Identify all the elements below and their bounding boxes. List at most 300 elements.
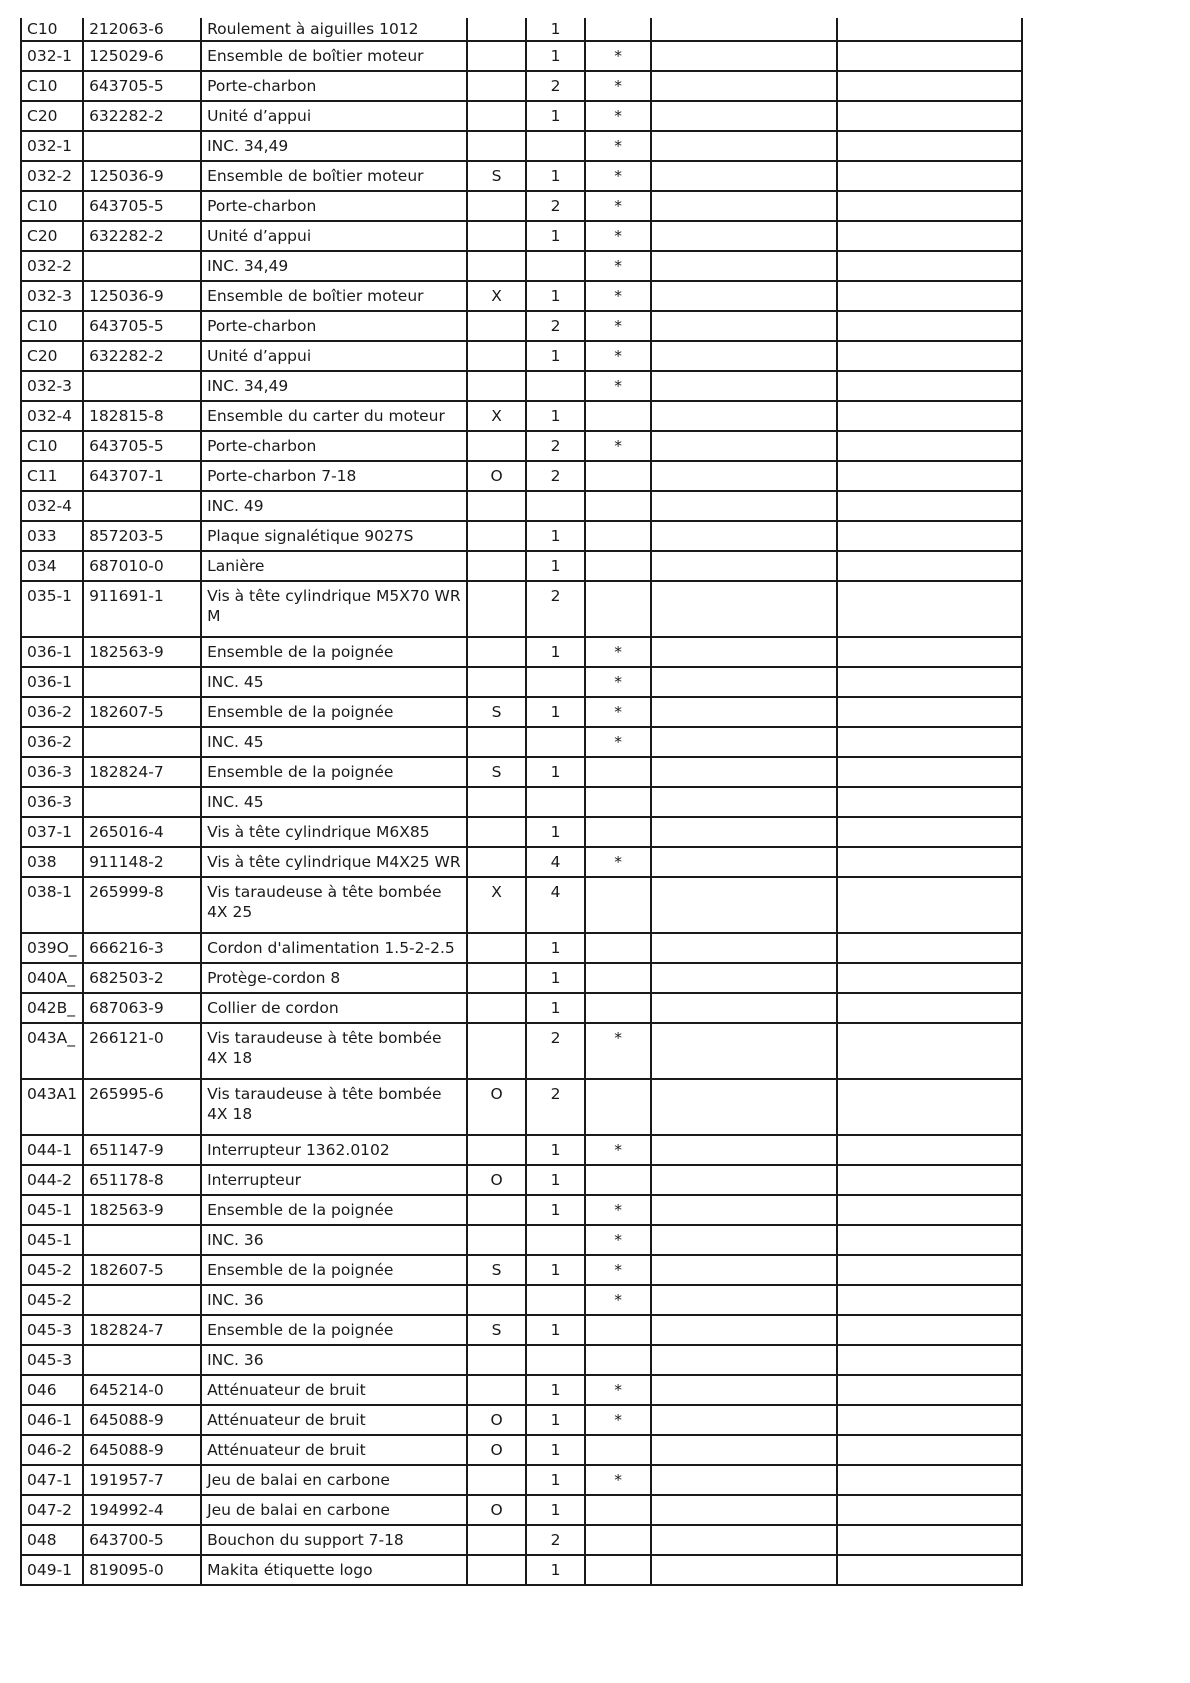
note-cell [467,431,526,461]
empty-cell [651,431,837,461]
ref-number-cell: 046-1 [21,1405,83,1435]
mark-cell: * [585,281,651,311]
part-number-cell: 182815-8 [83,401,201,431]
description-cell: Roulement à aiguilles 1012 [201,18,467,41]
table-row [21,461,1022,491]
empty-cell [837,581,1022,637]
quantity-cell: 1 [526,341,585,371]
empty-cell [837,281,1022,311]
quantity-cell: 1 [526,551,585,581]
ref-number-cell: 032-1 [21,131,83,161]
table-row [21,757,1022,787]
empty-cell [837,1405,1022,1435]
note-cell [467,521,526,551]
description-cell: Ensemble de la poignée [201,1195,467,1225]
ref-number-cell: C20 [21,101,83,131]
note-cell [467,1465,526,1495]
table-row [21,311,1022,341]
empty-cell [651,341,837,371]
empty-cell [837,71,1022,101]
mark-cell [585,1079,651,1135]
mark-cell: * [585,1285,651,1315]
table-row [21,1079,1022,1135]
part-number-cell: 632282-2 [83,221,201,251]
description-cell: Bouchon du support 7-18 [201,1525,467,1555]
ref-number-cell: 046-2 [21,1435,83,1465]
quantity-cell: 2 [526,311,585,341]
empty-cell [651,1135,837,1165]
mark-cell [585,1495,651,1525]
note-cell [467,251,526,281]
table-row [21,101,1022,131]
note-cell: S [467,1255,526,1285]
ref-number-cell: 047-1 [21,1465,83,1495]
part-number-cell [83,787,201,817]
ref-number-cell: 032-2 [21,251,83,281]
empty-cell [837,1135,1022,1165]
ref-number-cell: 048 [21,1525,83,1555]
table-row [21,131,1022,161]
empty-cell [837,1435,1022,1465]
empty-cell [837,1375,1022,1405]
empty-cell [651,1315,837,1345]
mark-cell [585,18,651,41]
ref-number-cell: 047-2 [21,1495,83,1525]
description-cell: Porte-charbon [201,71,467,101]
ref-number-cell: 036-1 [21,667,83,697]
description-cell: Ensemble de boîtier moteur [201,161,467,191]
quantity-cell: 1 [526,401,585,431]
description-cell: Vis à tête cylindrique M4X25 WR [201,847,467,877]
description-cell: Ensemble de la poignée [201,757,467,787]
mark-cell [585,757,651,787]
part-number-cell: 125036-9 [83,161,201,191]
mark-cell [585,933,651,963]
quantity-cell: 2 [526,1023,585,1079]
description-cell: INC. 36 [201,1285,467,1315]
note-cell: O [467,1079,526,1135]
quantity-cell: 1 [526,1135,585,1165]
part-number-cell [83,1225,201,1255]
ref-number-cell: 040A_ [21,963,83,993]
quantity-cell: 1 [526,993,585,1023]
empty-cell [651,757,837,787]
empty-cell [837,877,1022,933]
ref-number-cell: 039O_ [21,933,83,963]
quantity-cell: 1 [526,1165,585,1195]
quantity-cell: 1 [526,101,585,131]
ref-number-cell: 045-1 [21,1225,83,1255]
ref-number-cell: 042B_ [21,993,83,1023]
empty-cell [651,697,837,727]
description-cell: Ensemble de la poignée [201,637,467,667]
ref-number-cell: 045-3 [21,1315,83,1345]
ref-number-cell: C20 [21,221,83,251]
ref-number-cell: 037-1 [21,817,83,847]
description-cell: Interrupteur [201,1165,467,1195]
parts-table [20,18,1023,1586]
part-number-cell: 643707-1 [83,461,201,491]
table-row [21,191,1022,221]
empty-cell [837,1555,1022,1585]
part-number-cell: 265995-6 [83,1079,201,1135]
note-cell: O [467,461,526,491]
table-row [21,341,1022,371]
description-cell: Ensemble de la poignée [201,697,467,727]
quantity-cell: 1 [526,817,585,847]
part-number-cell [83,1285,201,1315]
ref-number-cell: 036-3 [21,757,83,787]
empty-cell [837,1465,1022,1495]
empty-cell [651,281,837,311]
table-row [21,281,1022,311]
description-cell: Unité d’appui [201,341,467,371]
description-cell: Jeu de balai en carbone [201,1495,467,1525]
empty-cell [837,1525,1022,1555]
description-cell: Vis taraudeuse à tête bombée 4X 18 [201,1079,467,1135]
note-cell: O [467,1435,526,1465]
quantity-cell: 2 [526,1525,585,1555]
empty-cell [651,787,837,817]
note-cell [467,341,526,371]
quantity-cell: 1 [526,221,585,251]
table-row [21,41,1022,71]
quantity-cell [526,131,585,161]
note-cell: O [467,1405,526,1435]
quantity-cell [526,251,585,281]
note-cell: X [467,401,526,431]
description-cell: INC. 45 [201,667,467,697]
empty-cell [651,161,837,191]
mark-cell [585,787,651,817]
quantity-cell: 2 [526,461,585,491]
description-cell: Plaque signalétique 9027S [201,521,467,551]
empty-cell [837,993,1022,1023]
quantity-cell: 1 [526,1495,585,1525]
table-row [21,1375,1022,1405]
mark-cell: * [585,161,651,191]
table-row [21,963,1022,993]
table-row [21,993,1022,1023]
description-cell: Unité d’appui [201,101,467,131]
mark-cell: * [585,311,651,341]
mark-cell: * [585,1023,651,1079]
quantity-cell [526,1285,585,1315]
note-cell [467,1345,526,1375]
part-number-cell: 125036-9 [83,281,201,311]
table-row [21,1195,1022,1225]
ref-number-cell: 032-1 [21,41,83,71]
table-row [21,1255,1022,1285]
ref-number-cell: 032-2 [21,161,83,191]
empty-cell [651,1405,837,1435]
empty-cell [651,521,837,551]
empty-cell [651,1225,837,1255]
empty-cell [651,1375,837,1405]
description-cell: Ensemble de boîtier moteur [201,281,467,311]
table-row [21,933,1022,963]
mark-cell [585,1345,651,1375]
quantity-cell: 1 [526,281,585,311]
ref-number-cell: 033 [21,521,83,551]
description-cell: INC. 34,49 [201,371,467,401]
empty-cell [837,637,1022,667]
mark-cell: * [585,1465,651,1495]
part-number-cell: 212063-6 [83,18,201,41]
note-cell [467,1135,526,1165]
description-cell: INC. 34,49 [201,131,467,161]
mark-cell: * [585,221,651,251]
table-row [21,1023,1022,1079]
ref-number-cell: 045-2 [21,1255,83,1285]
table-row [21,371,1022,401]
ref-number-cell: 045-1 [21,1195,83,1225]
table-row [21,221,1022,251]
part-number-cell: 643705-5 [83,431,201,461]
note-cell [467,817,526,847]
mark-cell: * [585,667,651,697]
quantity-cell: 1 [526,18,585,41]
quantity-cell: 2 [526,1079,585,1135]
empty-cell [837,191,1022,221]
empty-cell [651,637,837,667]
part-number-cell: 645088-9 [83,1435,201,1465]
note-cell [467,1225,526,1255]
note-cell: S [467,697,526,727]
part-number-cell: 687063-9 [83,993,201,1023]
note-cell: O [467,1495,526,1525]
mark-cell [585,521,651,551]
note-cell [467,191,526,221]
ref-number-cell: 036-3 [21,787,83,817]
quantity-cell: 1 [526,1375,585,1405]
empty-cell [837,1023,1022,1079]
note-cell [467,311,526,341]
mark-cell: * [585,71,651,101]
note-cell: S [467,757,526,787]
table-row [21,667,1022,697]
mark-cell [585,581,651,637]
empty-cell [837,1195,1022,1225]
empty-cell [837,963,1022,993]
part-number-cell: 666216-3 [83,933,201,963]
mark-cell: * [585,1255,651,1285]
quantity-cell: 2 [526,431,585,461]
ref-number-cell: 035-1 [21,581,83,637]
table-row [21,251,1022,281]
mark-cell [585,491,651,521]
empty-cell [651,963,837,993]
mark-cell [585,461,651,491]
empty-cell [837,727,1022,757]
note-cell: S [467,1315,526,1345]
empty-cell [651,371,837,401]
mark-cell [585,1555,651,1585]
description-cell: INC. 49 [201,491,467,521]
ref-number-cell: 043A1 [21,1079,83,1135]
part-number-cell: 125029-6 [83,41,201,71]
table-row [21,1435,1022,1465]
empty-cell [837,311,1022,341]
empty-cell [651,1345,837,1375]
mark-cell: * [585,341,651,371]
quantity-cell: 2 [526,71,585,101]
table-row [21,431,1022,461]
table-row [21,697,1022,727]
quantity-cell [526,667,585,697]
ref-number-cell: C10 [21,191,83,221]
empty-cell [651,877,837,933]
description-cell: INC. 34,49 [201,251,467,281]
part-number-cell: 194992-4 [83,1495,201,1525]
ref-number-cell: C10 [21,431,83,461]
description-cell: Porte-charbon [201,311,467,341]
note-cell [467,727,526,757]
part-number-cell: 682503-2 [83,963,201,993]
note-cell: X [467,281,526,311]
empty-cell [837,757,1022,787]
empty-cell [837,847,1022,877]
empty-cell [651,71,837,101]
description-cell: Makita étiquette logo [201,1555,467,1585]
table-row [21,71,1022,101]
empty-cell [651,727,837,757]
part-number-cell: 687010-0 [83,551,201,581]
empty-cell [651,311,837,341]
part-number-cell: 643700-5 [83,1525,201,1555]
mark-cell [585,1165,651,1195]
mark-cell: * [585,1405,651,1435]
note-cell [467,1555,526,1585]
empty-cell [837,101,1022,131]
ref-number-cell: C10 [21,311,83,341]
note-cell: S [467,161,526,191]
table-row [21,637,1022,667]
part-number-cell: 182607-5 [83,697,201,727]
ref-number-cell: 046 [21,1375,83,1405]
mark-cell [585,1315,651,1345]
part-number-cell: 645088-9 [83,1405,201,1435]
ref-number-cell: 038-1 [21,877,83,933]
description-cell: Ensemble de la poignée [201,1255,467,1285]
mark-cell: * [585,1135,651,1165]
part-number-cell [83,491,201,521]
empty-cell [651,581,837,637]
quantity-cell: 1 [526,1465,585,1495]
description-cell: Vis à tête cylindrique M6X85 [201,817,467,847]
mark-cell [585,963,651,993]
mark-cell: * [585,191,651,221]
part-number-cell: 645214-0 [83,1375,201,1405]
empty-cell [837,461,1022,491]
quantity-cell: 1 [526,41,585,71]
quantity-cell: 1 [526,1405,585,1435]
ref-number-cell: 036-1 [21,637,83,667]
empty-cell [651,667,837,697]
quantity-cell: 1 [526,933,585,963]
ref-number-cell: C10 [21,18,83,41]
table-row [21,551,1022,581]
part-number-cell: 265999-8 [83,877,201,933]
mark-cell: * [585,727,651,757]
part-number-cell: 266121-0 [83,1023,201,1079]
mark-cell: * [585,101,651,131]
part-number-cell: 911691-1 [83,581,201,637]
mark-cell: * [585,1195,651,1225]
note-cell: X [467,877,526,933]
empty-cell [837,491,1022,521]
empty-cell [837,1285,1022,1315]
part-number-cell: 182563-9 [83,637,201,667]
table-row [21,1465,1022,1495]
ref-number-cell: 036-2 [21,727,83,757]
part-number-cell [83,371,201,401]
ref-number-cell: 032-4 [21,491,83,521]
note-cell [467,491,526,521]
note-cell [467,787,526,817]
empty-cell [837,341,1022,371]
table-row [21,1315,1022,1345]
empty-cell [651,101,837,131]
empty-cell [651,131,837,161]
part-number-cell: 632282-2 [83,341,201,371]
table-row [21,817,1022,847]
part-number-cell: 857203-5 [83,521,201,551]
empty-cell [651,191,837,221]
description-cell: Interrupteur 1362.0102 [201,1135,467,1165]
table-row [21,1525,1022,1555]
mark-cell: * [585,1225,651,1255]
empty-cell [837,251,1022,281]
empty-cell [651,993,837,1023]
ref-number-cell: 032-3 [21,371,83,401]
note-cell [467,847,526,877]
part-number-cell [83,251,201,281]
note-cell [467,371,526,401]
empty-cell [837,787,1022,817]
part-number-cell: 182607-5 [83,1255,201,1285]
quantity-cell: 2 [526,581,585,637]
mark-cell [585,401,651,431]
ref-number-cell: 049-1 [21,1555,83,1585]
empty-cell [651,1195,837,1225]
empty-cell [837,1165,1022,1195]
mark-cell [585,877,651,933]
empty-cell [651,1465,837,1495]
ref-number-cell: C11 [21,461,83,491]
description-cell: Porte-charbon 7-18 [201,461,467,491]
description-cell: Porte-charbon [201,431,467,461]
empty-cell [837,401,1022,431]
note-cell [467,41,526,71]
quantity-cell: 1 [526,1435,585,1465]
ref-number-cell: 034 [21,551,83,581]
empty-cell [837,933,1022,963]
ref-number-cell: 032-4 [21,401,83,431]
empty-cell [837,1495,1022,1525]
description-cell: Collier de cordon [201,993,467,1023]
empty-cell [651,1079,837,1135]
quantity-cell [526,1225,585,1255]
parts-table-body [21,18,1022,1585]
mark-cell: * [585,1375,651,1405]
mark-cell [585,1435,651,1465]
quantity-cell [526,1345,585,1375]
note-cell [467,18,526,41]
quantity-cell [526,491,585,521]
note-cell [467,637,526,667]
empty-cell [837,161,1022,191]
